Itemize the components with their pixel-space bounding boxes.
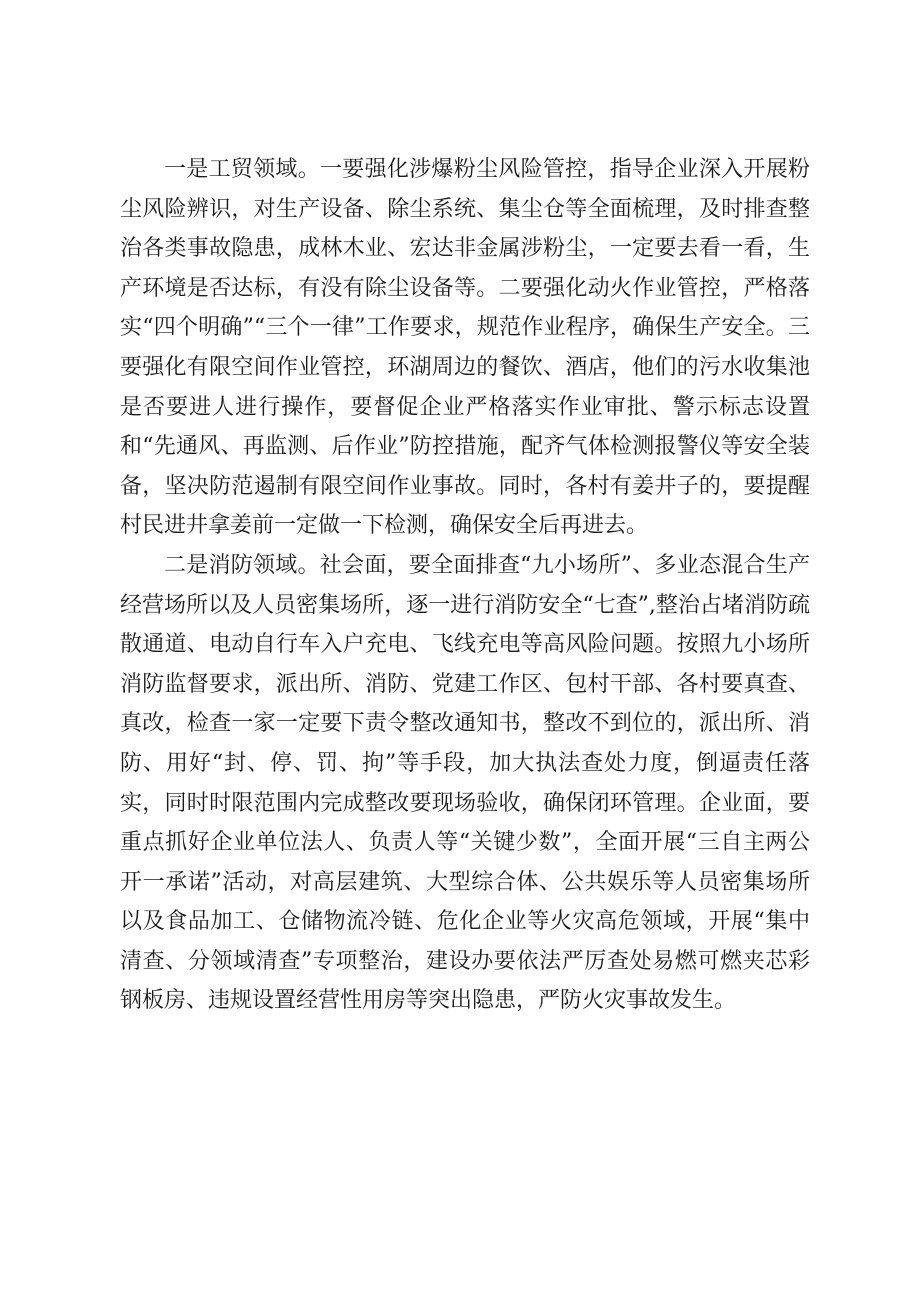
- paragraph-fire-safety: 二是消防领域。社会面，要全面排查“九小场所”、多业态混合生产经营场所以及人员密集场所，逐一进行消防安全“七查”,整治占堵消防疏散通道、电动自行车入户充电、飞线充电等高风险问题。按照九小场所消防监督要求，派出所、消防、党建工作区、包村干部、各村要真查、真改，检查一家一定要下责令整改通知书，整改不到位的，派出所、消防、用好“封、停、罚、拘”等手段，加大执法查处力度，倒逼责任落实，同时时限范围内完成整改要现场验收，确保闭环管理。企业面，要重点抓好企业单位法人、负责人等“关键少数”，全面开展“三自主两公开一承诺”活动，对高层建筑、大型综合体、公共娱乐等人员密集场所以及食品加工、仓储物流冷链、危化企业等火灾高危领域，开展“集中清查、分领域清查”专项整治，建设办要依法严厉查处易燃可燃夹芯彩钢板房、违规设置经营性用房等突出隐患，严防火灾事故发生。: [120, 552, 810, 1014]
- document-body: [120, 150, 810, 1021]
- paragraph-industry-trade: 一是工贸领域。一要强化涉爆粉尘风险管控，指导企业深入开展粉尘风险辨识，对生产设备、除尘系统、集尘仓等全面梳理，及时排查整治各类事故隐患，成林木业、宏达非金属涉粉尘，一定要去看一看，生产环境是否达标，有没有除尘设备等。二要强化动火作业管控，严格落实“四个明确”“三个一律”工作要求，规范作业程序，确保生产安全。三要强化有限空间作业管控，环湖周边的餐饮、酒店，他们的污水收集池是否要进人进行操作，要督促企业严格落实作业审批、警示标志设置和“先通风、再监测、后作业”防控措施，配齐气体检测报警仪等安全装备，坚决防范遏制有限空间作业事故。同时，各村有姜井子的，要提醒村民进井拿姜前一定做一下检测，确保安全后再进去。: [120, 157, 810, 539]
